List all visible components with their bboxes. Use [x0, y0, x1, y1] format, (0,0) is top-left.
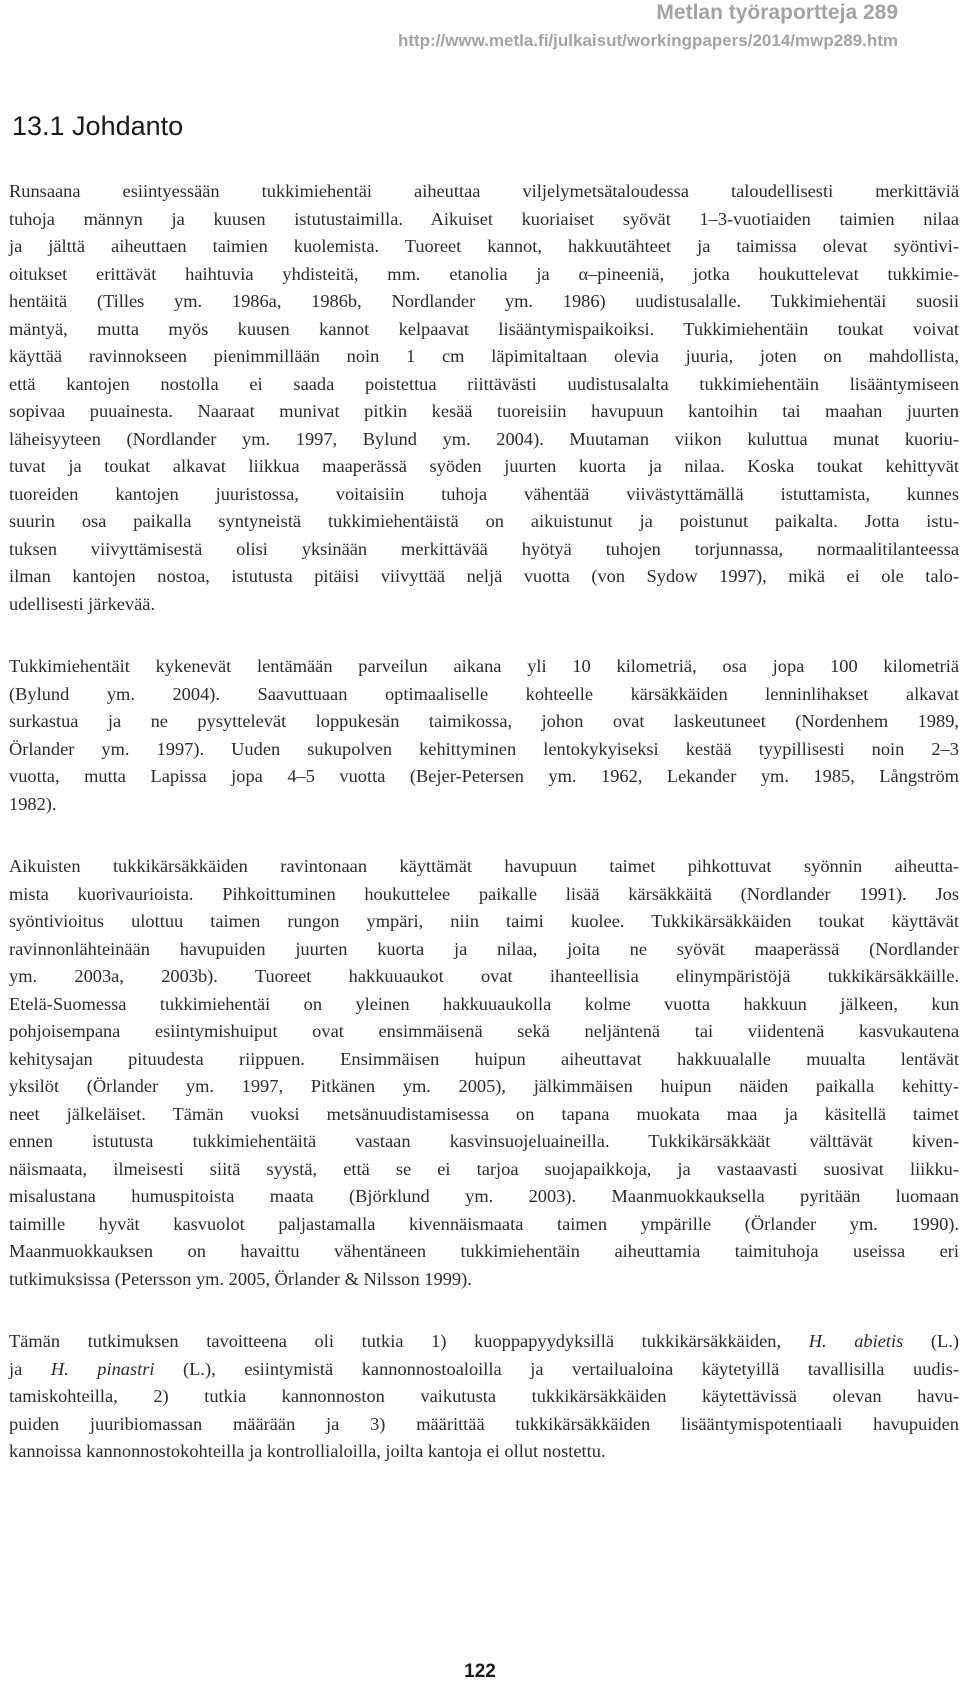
text-line: misalustana humuspitoista maata (Björklund ym. 2003). Maanmuokkauksella pyritään luomaan — [9, 1186, 959, 1206]
paragraph — [9, 178, 959, 618]
text-line: kannoissa kannonnostokohteilla ja kontrollialoilla, joilta kantoja ei ollut nostettu. — [9, 1441, 606, 1461]
page-number: 122 — [464, 1661, 496, 1682]
text-line: ilman kantojen nostoa, istutusta pitäisi viivyttää neljä vuotta (von Sydow 1997), mikä ei ole talo- — [9, 566, 959, 586]
text-line: vuotta, mutta Lapissa jopa 4–5 vuotta (Bejer-Petersen ym. 1962, Lekander ym. 1985, Långström — [9, 766, 959, 786]
paragraph — [9, 653, 959, 818]
text-line: Runsaana esiintyessään tukkimiehentäi aiheuttaa viljelymetsätaloudessa taloudellisesti merkittäviä — [9, 181, 959, 201]
section-heading: 13.1 Johdanto — [12, 111, 184, 141]
text-line: tuoreiden kantojen juuristossa, voitaisiin tuhoja vähentää viivästyttämällä istuttamista, kunnes — [9, 483, 959, 504]
series-title: Metlan työraportteja 289 — [656, 1, 898, 24]
text-line: taimille hyvät kasvuolot paljastamalla kivennäismaata taimen ympärille (Örlander ym. 1990). — [9, 1213, 959, 1234]
text-line: tuksen viivyttämisestä olisi yksinään merkittävää hyötyä tuhojen torjunnassa, normaalitilanteessa — [9, 538, 959, 559]
text-line: Örlander ym. 1997). Uuden sukupolven kehittyminen lentokykyiseksi kestää tyypillisesti noin 2–3 — [9, 738, 959, 759]
species-name: H. abietis — [808, 1331, 904, 1351]
text-line: Tämän tutkimuksen tavoitteena oli tutkia 1) kuoppapyydyksillä tukkikärsäkkäiden, H. abietis (L.) — [9, 1331, 959, 1351]
paragraph — [9, 1328, 959, 1466]
text-line: ennen istutusta tukkimiehentäitä vastaan kasvinsuojeluaineilla. Tukkikärsäkkäät välttävät kiven- — [9, 1131, 959, 1151]
text-line: ja H. pinastri (L.), esiintymistä kannonnostoaloilla ja vertailualoina käytetyillä tavallisilla uudis- — [9, 1358, 959, 1379]
text-line: suurin osa paikalla syntyneistä tukkimiehentäistä on aikuistunut ja poistunut paikalta. Jotta istu- — [9, 511, 959, 531]
paragraph — [9, 853, 959, 1293]
text-line: neet jälkeläiset. Tämän vuoksi metsänuudistamisessa on tapana muokata maa ja käsitellä taimet — [9, 1103, 959, 1124]
text-line: oitukset erittävät haihtuvia yhdisteitä, mm. etanolia ja α–pineeniä, jotka houkuttelevat tukkimie- — [9, 263, 959, 284]
text-line: surkastua ja ne pysyttelevät loppukesän taimikossa, johon ovat laskeutuneet (Nordenhem 1989, — [9, 711, 959, 731]
text-line: tamiskohteilla, 2) tutkia kannonnoston vaikutusta tukkikärsäkkäiden käytettävissä olevan havu- — [9, 1386, 959, 1406]
text-line: näismaata, ilmeisesti siitä syystä, että se ei tarjoa suojapaikkoja, ja vastaavasti suosivat liikku- — [9, 1158, 959, 1179]
text-line: kehitysajan pituudesta riippuen. Ensimmäisen huipun aiheuttavat hakkuualalle muualta lentävät — [9, 1048, 959, 1069]
text-line: Aikuisten tukkikärsäkkäiden ravintonaan käyttämät havupuun taimet pihkottuvat syönnin aiheutta- — [9, 856, 959, 876]
text-line: Etelä-Suomessa tukkimiehentäi on yleinen hakkuuaukolla kolme vuotta hakkuun jälkeen, kun — [9, 993, 959, 1014]
text-line: käyttää ravinnokseen pienimmillään noin 1 cm läpimitaltaan olevia juuria, joten on mahdollista, — [9, 346, 959, 366]
text-line: mista kuorivaurioista. Pihkoittuminen houkuttelee paikalle lisää kärsäkkäitä (Nordlander 1991). Jos — [9, 883, 959, 904]
text-line: Maanmuokkauksen on havaittu vähentäneen tukkimiehentäin aiheuttamia taimituhoja useissa eri — [9, 1241, 959, 1261]
text-line: tuhoja männyn ja kuusen istutustaimilla. Aikuiset kuoriaiset syövät 1–3-vuotiaiden taimien nilaa — [9, 208, 959, 229]
species-name: H. pinastri — [50, 1358, 155, 1379]
text-line: pohjoisempana esiintymishuiput ovat ensimmäisenä sekä neljäntenä tai viidentenä kasvukautena — [9, 1021, 959, 1041]
text-line: yksilöt (Örlander ym. 1997, Pitkänen ym. 2005), jälkimmäisen huipun näiden paikalla kehitty- — [9, 1076, 959, 1096]
text-line: ja jälttä aiheuttaen taimien kuolemista. Tuoreet kannot, hakkuutähteet ja taimissa olevat syöntivi- — [9, 236, 959, 256]
text-line: mäntyä, mutta myös kuusen kannot kelpaavat lisääntymispaikoiksi. Tukkimiehentäin toukat voivat — [9, 318, 959, 339]
text-line: ym. 2003a, 2003b). Tuoreet hakkuuaukot ovat ihanteellisia elinympäristöjä tukkikärsäkkäille. — [9, 966, 959, 986]
text-line: ravinnonlähteinään havupuiden juurten kuorta ja nilaa, joita ne syövät maaperässä (Nordlander — [9, 938, 959, 959]
body-text — [9, 178, 959, 1501]
publication-url: http://www.metla.fi/julkaisut/workingpapers/2014/mwp289.htm — [397, 31, 898, 50]
text-line: tuvat ja toukat alkavat liikkua maaperässä syöden juurten kuorta ja nilaa. Koska toukat kehittyvät — [9, 456, 959, 476]
text-line: 1982). — [9, 793, 57, 814]
text-line: sopivaa puuainesta. Naaraat munivat pitkin kesää tuoreisiin havupuun kantoihin tai maahan juurten — [9, 401, 959, 421]
text-line: puiden juuribiomassan määrään ja 3) määrittää tukkikärsäkkäiden lisääntymispotentiaali havupuiden — [9, 1413, 959, 1434]
text-line: tutkimuksissa (Petersson ym. 2005, Örlander & Nilsson 1999). — [9, 1268, 472, 1289]
text-line: että kantojen nostolla ei saada poistettua riittävästi uudistusalalta tukkimiehentäin lisääntymiseen — [9, 373, 959, 394]
text-line: hentäitä (Tilles ym. 1986a, 1986b, Nordlander ym. 1986) uudistusalalle. Tukkimiehentäi suosii — [9, 291, 959, 311]
text-line: udellisesti järkevää. — [9, 593, 156, 614]
text-line: syöntivioitus ulottuu taimen rungon ympäri, niin taimi kuolee. Tukkikärsäkkäiden toukat käyttävät — [9, 911, 959, 931]
text-line: (Bylund ym. 2004). Saavuttuaan optimaaliselle kohteelle kärsäkkäiden lenninlihakset alkavat — [9, 683, 959, 704]
text-line: Tukkimiehentäit kykenevät lentämään parveilun aikana yli 10 kilometriä, osa jopa 100 kilometriä — [9, 656, 959, 676]
text-line: läheisyyteen (Nordlander ym. 1997, Bylund ym. 2004). Muutaman viikon kuluttua munat kuoriu- — [9, 428, 959, 449]
